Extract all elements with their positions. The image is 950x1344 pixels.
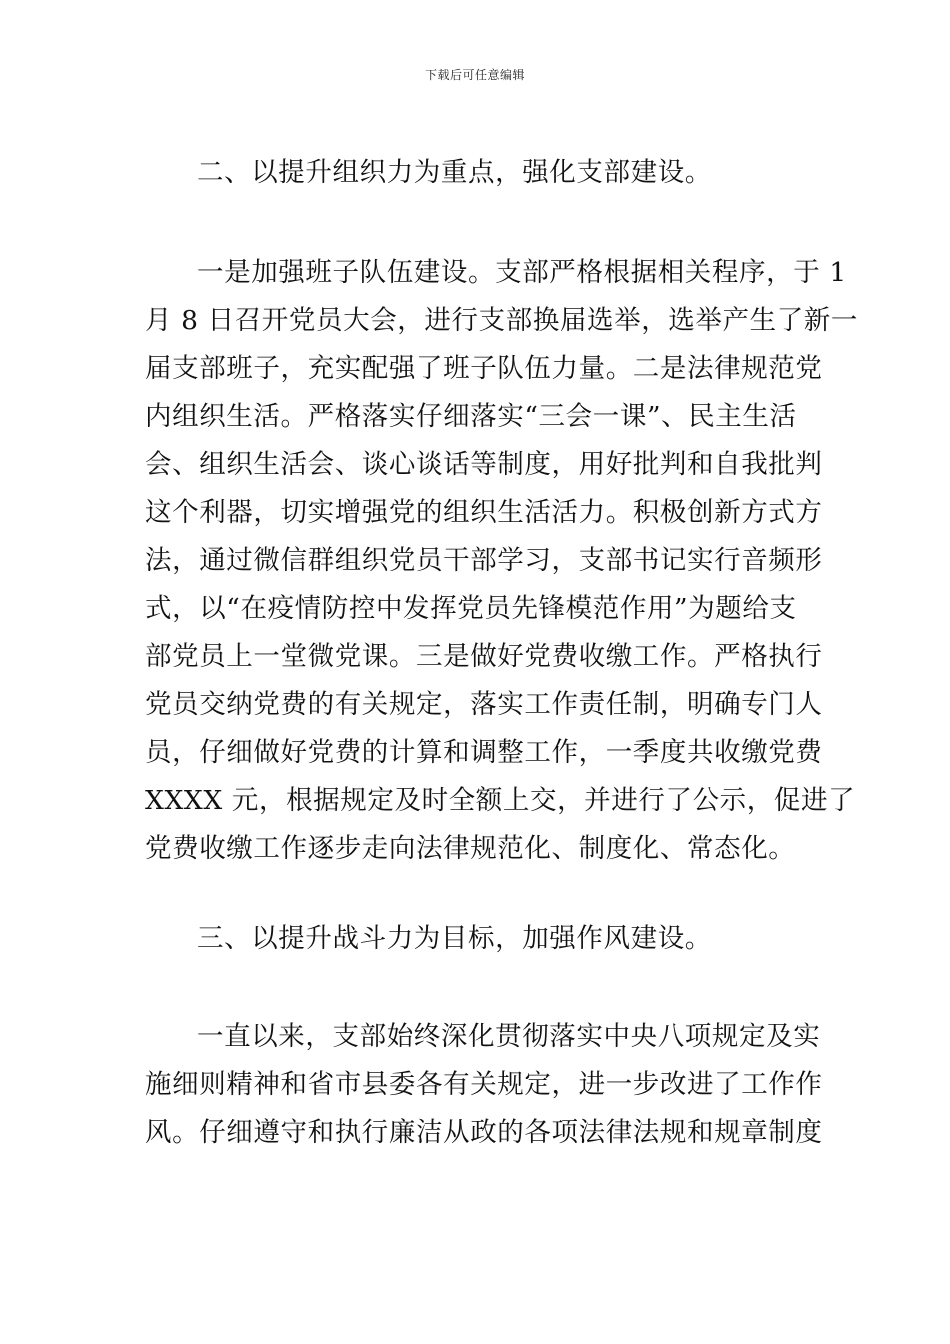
paragraph-1-line-8: 式，以“在疫情防控中发挥党员先锋模范作用”为题给支	[145, 593, 797, 624]
paragraph-2-line-3: 风。仔细遵守和执行廉洁从政的各项法律法规和规章制度	[145, 1117, 823, 1148]
paragraph-2-line-2: 施细则精神和省市县委各有关规定，进一步改进了工作作	[145, 1069, 823, 1100]
paragraph-2-line-1: 一直以来，支部始终深化贯彻落实中央八项规定及实	[197, 1021, 821, 1052]
paragraph-1-line-1: 一是加强班子队伍建设。支部严格根据相关程序，于 1	[197, 257, 847, 288]
paragraph-1-line-6: 这个利器，切实增强党的组织生活活力。积极创新方式方	[145, 497, 823, 528]
paragraph-1-line-13: 党费收缴工作逐步走向法律规范化、制度化、常态化。	[145, 833, 796, 864]
paragraph-1-line-12: XXXX 元，根据规定及时全额上交，并进行了公示，促进了	[145, 785, 856, 816]
paragraph-1-line-7: 法，通过微信群组织党员干部学习，支部书记实行音频形	[145, 545, 823, 576]
paragraph-1-line-5: 会、组织生活会、谈心谈话等制度，用好批判和自我批判	[145, 449, 823, 480]
paragraph-1-line-11: 员，仔细做好党费的计算和调整工作，一季度共收缴党费	[145, 737, 823, 768]
paragraph-1-line-9: 部党员上一堂微党课。三是做好党费收缴工作。严格执行	[145, 641, 823, 672]
paragraph-1-line-3: 届支部班子，充实配强了班子队伍力量。二是法律规范党	[145, 353, 823, 384]
paragraph-1-line-4: 内组织生活。严格落实仔细落实“三会一课”、民主生活	[145, 401, 797, 432]
header-note: 下载后可任意编辑	[424, 68, 525, 82]
section-heading-3: 三、以提升战斗力为目标，加强作风建设。	[197, 923, 712, 954]
section-heading-2: 二、以提升组织力为重点，强化支部建设。	[197, 157, 712, 188]
paragraph-1-line-10: 党员交纳党费的有关规定，落实工作责任制，明确专门人	[145, 689, 823, 720]
paragraph-1-line-2: 月 8 日召开党员大会，进行支部换届选举，选举产生了新一	[145, 305, 859, 336]
